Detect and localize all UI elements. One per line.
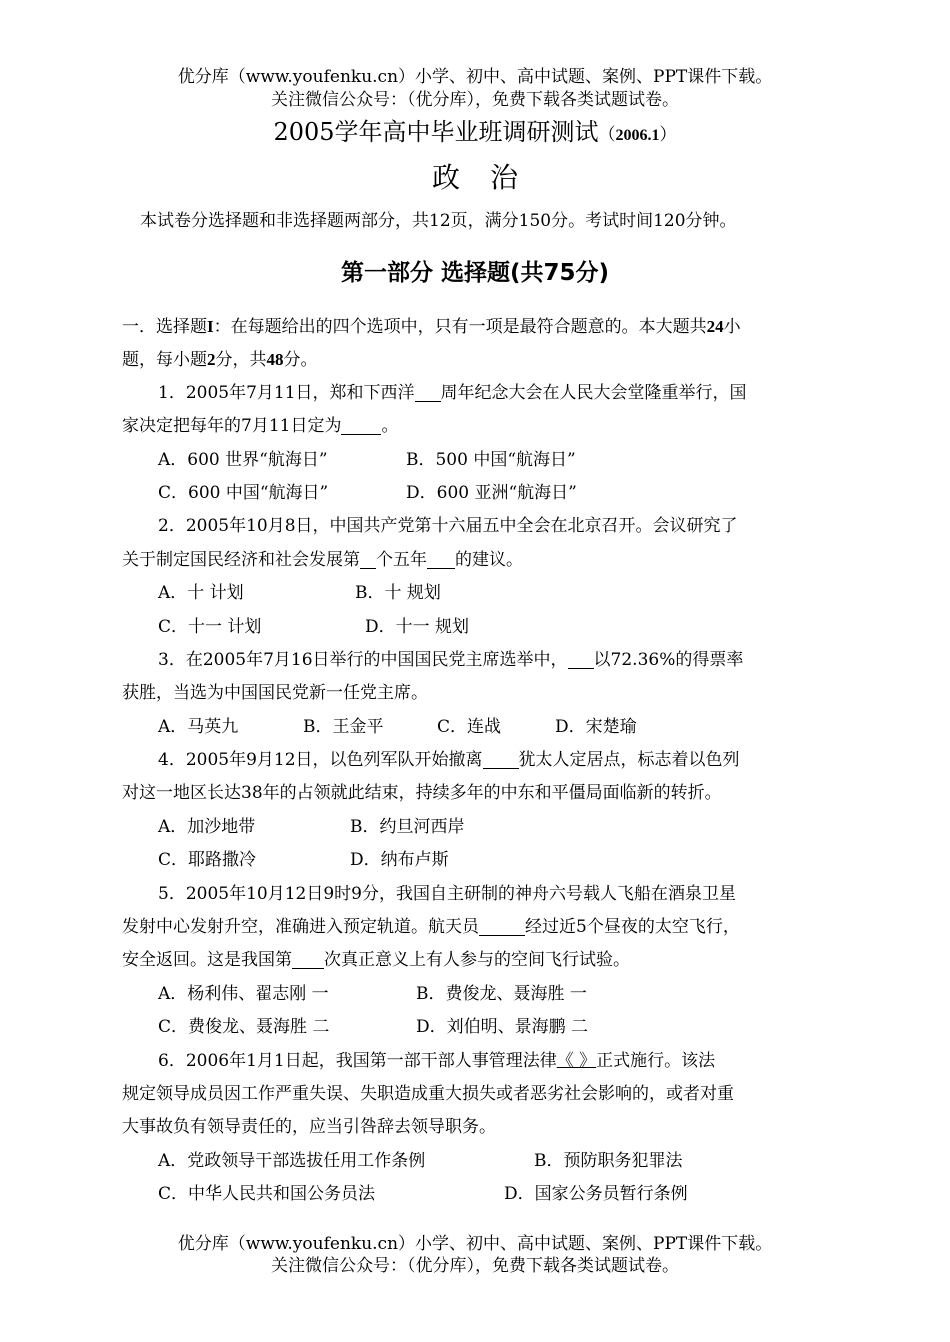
footer [0, 1233, 950, 1277]
question-body [122, 310, 830, 1212]
option-b[interactable]: B．十 规划 [355, 583, 441, 604]
question-1-line-2: 家决定把每年的7月11日定为 。 [122, 416, 399, 437]
option-d[interactable]: D．宋楚瑜 [555, 716, 637, 737]
option-d[interactable]: D．十一 规划 [365, 616, 470, 637]
answer-blank [360, 548, 376, 569]
option-d[interactable]: D．刘伯明、景海鹏 二 [416, 1017, 589, 1038]
option-c[interactable]: C．连战 [437, 716, 502, 737]
option-b[interactable]: B．王金平 [303, 716, 384, 737]
section-instruction-line-1: 一．选择题I：在每题给出的四个选项中，只有一项是最符合题意的。本大题共24小 [122, 317, 741, 337]
option-b[interactable]: B．费俊龙、聂海胜 一 [416, 983, 587, 1004]
answer-blank [292, 948, 324, 969]
question-2-line-1: 2．2005年10月8日，中国共产党第十六届五中全会在北京召开。会议研究了 [158, 516, 738, 537]
question-5-options-row-1 [122, 978, 830, 1011]
answer-blank [427, 548, 455, 569]
option-d[interactable]: D．600 亚洲“航海日” [406, 482, 577, 503]
option-a[interactable]: A．党政领导干部选拔任用工作条例 [158, 1150, 426, 1171]
question-3-line-1: 3．在2005年7月16日举行的中国国民党主席选举中， 以72.36%的得票率 [158, 649, 744, 670]
option-b[interactable]: B．500 中国“航海日” [406, 449, 576, 470]
option-c[interactable]: C．中华人民共和国公务员法 [158, 1184, 376, 1205]
question-1-options-row-2 [122, 477, 830, 510]
question-4-options-row-1 [122, 811, 830, 844]
question-2-line-2: 关于制定国民经济和社会发展第 个五年 的建议。 [122, 549, 523, 570]
option-a[interactable]: A．十 计划 [158, 583, 244, 604]
question-6-options-row-2 [122, 1178, 830, 1211]
answer-blank [341, 414, 381, 435]
question-6-options-row-1 [122, 1145, 830, 1178]
exam-title [0, 112, 950, 147]
question-1-options-row-1 [122, 444, 830, 477]
question-1-line-1: 1．2005年7月11日，郑和下西洋 周年纪念大会在人民大会堂隆重举行，国 [158, 382, 747, 403]
question-6-line-3: 大事故负有领导责任的，应当引咎辞去领导职务。 [122, 1117, 496, 1138]
exam-intro: 本试卷分选择题和非选择题两部分，共12页，满分150分。考试时间120分钟。 [140, 211, 737, 231]
option-a[interactable]: A．杨利伟、翟志刚 一 [158, 983, 329, 1004]
option-a[interactable]: A．加沙地带 [158, 816, 256, 837]
footer-line-2: 关注微信公众号：（优分库），免费下载各类试题试卷。 [271, 1256, 679, 1276]
option-a[interactable]: A．600 世界“航海日” [158, 449, 328, 470]
header-line-2: 关注微信公众号：（优分库），免费下载各类试题试卷。 [271, 90, 679, 110]
answer-blank [479, 915, 525, 936]
question-3-line-2: 获胜，当选为中国国民党新一任党主席。 [122, 683, 428, 704]
header-line-1: 优分库（www.youfenku.cn）小学、初中、高中试题、案例、PPT课件下载。 [177, 67, 773, 87]
section-instruction-line-2: 题，每小题2分，共48分。 [122, 350, 318, 371]
question-4-line-1: 4．2005年9月12日，以色列军队开始撤离 犹太人定居点，标志着以色列 [158, 750, 740, 771]
part-heading: 第一部分 选择题(共75分) [340, 260, 610, 286]
option-a[interactable]: A．马英九 [158, 716, 239, 737]
question-5-options-row-2 [122, 1011, 830, 1044]
option-c[interactable]: C．耶路撒冷 [158, 850, 257, 871]
option-c[interactable]: C．十一 计划 [158, 616, 262, 637]
option-c[interactable]: C．费俊龙、聂海胜 二 [158, 1017, 330, 1038]
question-4-options-row-2 [122, 844, 830, 877]
question-2-options-row-1 [122, 577, 830, 610]
question-6-line-1: 6．2006年1月1日起，我国第一部干部人事管理法律《 》正式施行。该法 [158, 1050, 716, 1071]
question-5-line-1: 5．2005年10月12日9时9分，我国自主研制的神舟六号载人飞船在酒泉卫星 [158, 883, 736, 904]
title-paren-open: （ [598, 125, 616, 145]
footer-line-1: 优分库（www.youfenku.cn）小学、初中、高中试题、案例、PPT课件下载。 [177, 1234, 773, 1254]
option-c[interactable]: C．600 中国“航海日” [158, 482, 329, 503]
law-name-blank: 《 》 [556, 1050, 597, 1071]
question-5-line-3: 安全返回。这是我国第 次真正意义上有人参与的空间飞行试验。 [122, 950, 630, 971]
answer-blank [483, 748, 519, 769]
subject-title: 政治 [431, 161, 548, 194]
question-6-line-2: 规定领导成员因工作严重失误、失职造成重大损失或者恶劣社会影响的，或者对重 [122, 1083, 734, 1104]
option-b[interactable]: B．预防职务犯罪法 [534, 1150, 683, 1171]
option-b[interactable]: B．约旦河西岸 [350, 816, 465, 837]
question-3-options [122, 711, 830, 744]
exam-date: 2006.1 [615, 127, 660, 144]
question-5-line-2: 发射中心发射升空，准确进入预定轨道。航天员 经过近5个昼夜的太空飞行， [122, 917, 740, 938]
answer-blank [415, 381, 441, 402]
option-d[interactable]: D．国家公务员暂行条例 [504, 1184, 688, 1205]
question-4-line-2: 对这一地区长达38年的占领就此结束，持续多年的中东和平僵局面临新的转折。 [122, 783, 722, 804]
question-2-options-row-2 [122, 611, 830, 644]
exam-title-text: 2005学年高中毕业班调研测试 [273, 118, 599, 146]
option-d[interactable]: D．纳布卢斯 [350, 850, 449, 871]
title-paren-close: ） [659, 125, 677, 145]
answer-blank [568, 648, 594, 669]
